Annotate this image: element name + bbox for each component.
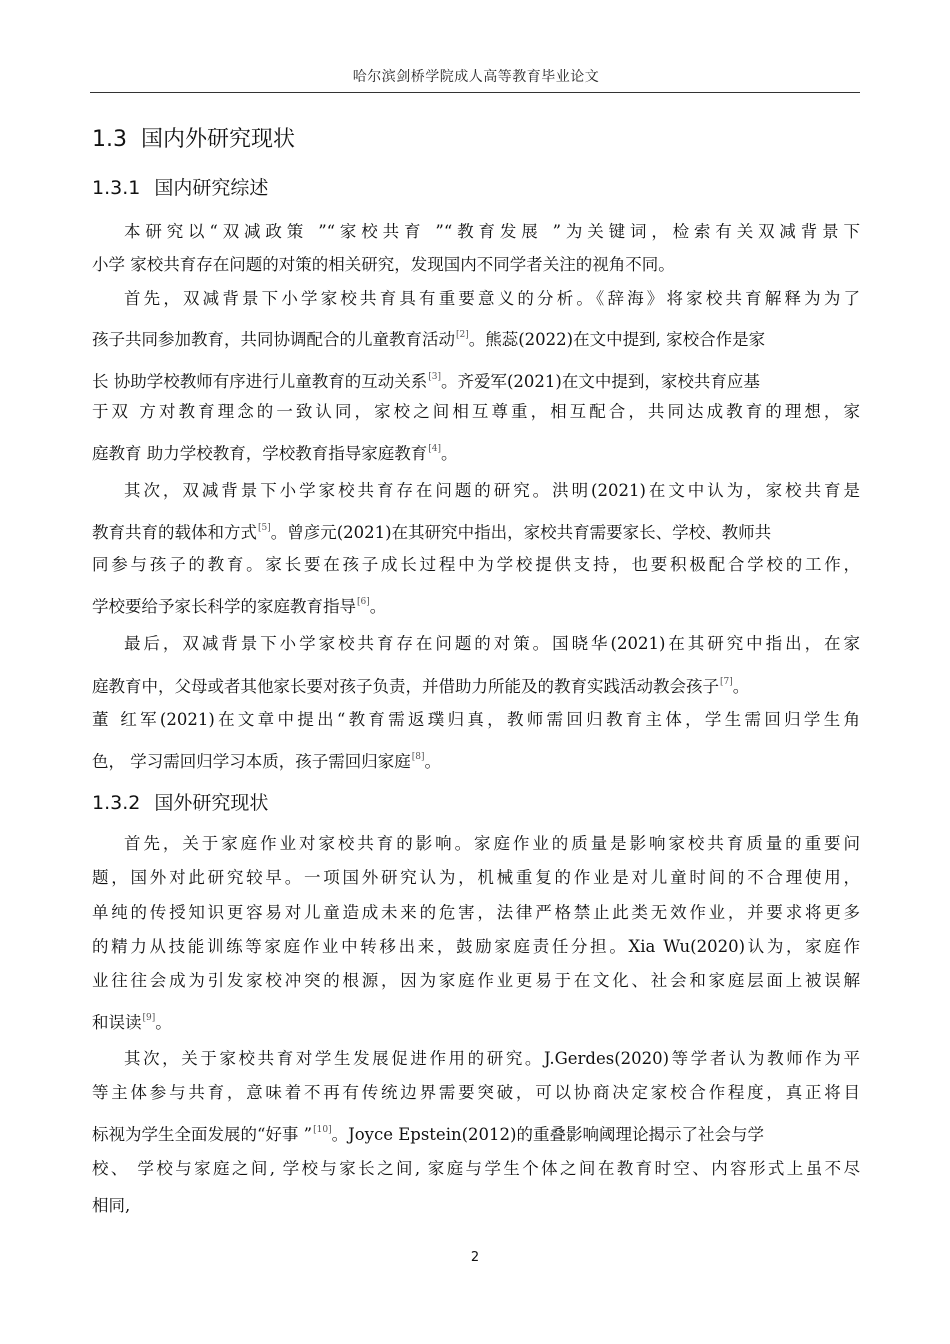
text-line	[92, 590, 860, 619]
subsection-number: 1.3.1	[92, 177, 141, 199]
text-span: 庭教育 助力学校教育，学校教育指导家庭教育	[92, 444, 428, 463]
subsection-number: 1.3.2	[92, 792, 141, 814]
text-line: 最后，双减背景下小学家校共育存在问题的对策。国晓华(2021)在其研究中指出，在家	[124, 634, 860, 653]
text-line: 其次，双减背景下小学家校共育存在问题的研究。洪明(2021)在文中认为，家校共育是	[124, 481, 860, 500]
citation: [4]	[428, 444, 441, 454]
running-header: 哈尔滨剑桥学院成人高等教育毕业论文	[352, 69, 600, 85]
text-span: 。熊蕊(2022)在文中提到, 家校合作是家	[468, 330, 766, 349]
text-line	[92, 365, 860, 394]
text-line	[92, 1006, 860, 1035]
text-line: 其次，关于家校共育对学生发展促进作用的研究。J.Gerdes(2020)等学者认为教师作为平	[124, 1049, 860, 1068]
text-line: 等主体参与共育，意味着不再有传统边界需要突破，可以协商决定家校合作程度，真正将目	[92, 1083, 860, 1102]
section-heading	[92, 125, 295, 155]
text-line: 业往往会成为引发家校冲突的根源，因为家庭作业更易于在文化、社会和家庭层面上被误解	[92, 971, 860, 990]
header-divider	[90, 92, 860, 93]
text-span: 庭教育中，父母或者其他家长要对孩子负责，并借助力所能及的教育实践活动教会孩子	[92, 677, 719, 696]
text-span: 孩子共同参加教育，共同协调配合的儿童教育活动	[92, 330, 455, 349]
text-span: 色， 学习需回归学习本质，孩子需回归家庭	[92, 752, 411, 771]
text-span: 。	[441, 444, 458, 463]
subsection-heading-foreign	[92, 790, 268, 816]
text-span: 。	[424, 752, 441, 771]
text-line: 首先，双减背景下小学家校共育具有重要意义的分析。《辞海》将家校共育解释为为了	[124, 289, 860, 308]
text-line: 的精力从技能训练等家庭作业中转移出来，鼓励家庭责任分担。Xia Wu(2020)认为，家庭作	[92, 937, 860, 956]
text-line: 题，国外对此研究较早。一项国外研究认为，机械重复的作业是对儿童时间的不合理使用，	[92, 868, 860, 887]
text-line: 于双 方对教育理念的一致认同，家校之间相互尊重，相互配合，共同达成教育的理想，家	[92, 402, 860, 421]
text-line: 小学 家校共育存在问题的对策的相关研究，发现国内不同学者关注的视角不同。	[92, 255, 675, 274]
section-title: 国内外研究现状	[141, 127, 296, 152]
citation: [9]	[142, 1013, 156, 1023]
citation: [7]	[720, 677, 733, 687]
citation: [6]	[357, 597, 370, 607]
text-span: 。曾彦元(2021)在其研究中指出，家校共育需要家长、学校、教师共	[270, 523, 772, 542]
text-span: 教育共育的载体和方式	[92, 523, 257, 542]
section-number: 1.3	[92, 127, 127, 152]
text-span: 长 协助学校教师有序进行儿童教育的互动关系	[92, 372, 428, 391]
citation: [3]	[428, 372, 441, 382]
text-span: 。	[732, 677, 750, 696]
text-line: 董 红军(2021)在文章中提出“教育需返璞归真，教师需回归教育主体，学生需回归学生角	[92, 710, 860, 729]
text-line: 同参与孩子的教育。家长要在孩子成长过程中为学校提供支持，也要积极配合学校的工作，	[92, 555, 860, 574]
text-line	[92, 516, 860, 545]
text-span: 。	[155, 1013, 172, 1032]
text-line	[92, 437, 860, 466]
text-span: 。	[369, 597, 387, 616]
subsection-title: 国外研究现状	[154, 792, 269, 814]
text-span: 标视为学生全面发展的“好事 ”	[92, 1125, 313, 1144]
text-span: 。Joyce Epstein(2012)的重叠影响阈理论揭示了社会与学	[331, 1125, 764, 1144]
citation: [10]	[313, 1125, 332, 1135]
citation: [8]	[411, 752, 425, 762]
citation: [2]	[456, 330, 469, 340]
text-line	[92, 323, 860, 352]
text-span: 。齐爱军(2021)在文中提到，家校共育应基	[441, 372, 760, 391]
subsection-heading-domestic	[92, 175, 268, 201]
text-line	[92, 745, 860, 774]
text-line: 校、 学校与家庭之间, 学校与家长之间, 家庭与学生个体之间在教育时空、内容形式上虽不尽	[92, 1159, 860, 1178]
page-number: 2	[470, 1250, 480, 1265]
subsection-title: 国内研究综述	[154, 177, 269, 199]
text-line: 相同,	[92, 1196, 131, 1215]
text-line	[92, 1118, 860, 1147]
text-line: 本研究以“双减政策 ”“家校共育 ”“教育发展 ”为关键词，检索有关双减背景下	[124, 222, 860, 241]
text-line	[92, 670, 860, 699]
text-line: 单纯的传授知识更容易对儿童造成未来的危害，法律严格禁止此类无效作业，并要求将更多	[92, 903, 860, 922]
text-span: 和误读	[92, 1013, 142, 1032]
text-line: 首先，关于家庭作业对家校共育的影响。家庭作业的质量是影响家校共育质量的重要问	[124, 834, 860, 853]
citation: [5]	[258, 523, 271, 533]
text-span: 学校要给予家长科学的家庭教育指导	[92, 597, 356, 616]
